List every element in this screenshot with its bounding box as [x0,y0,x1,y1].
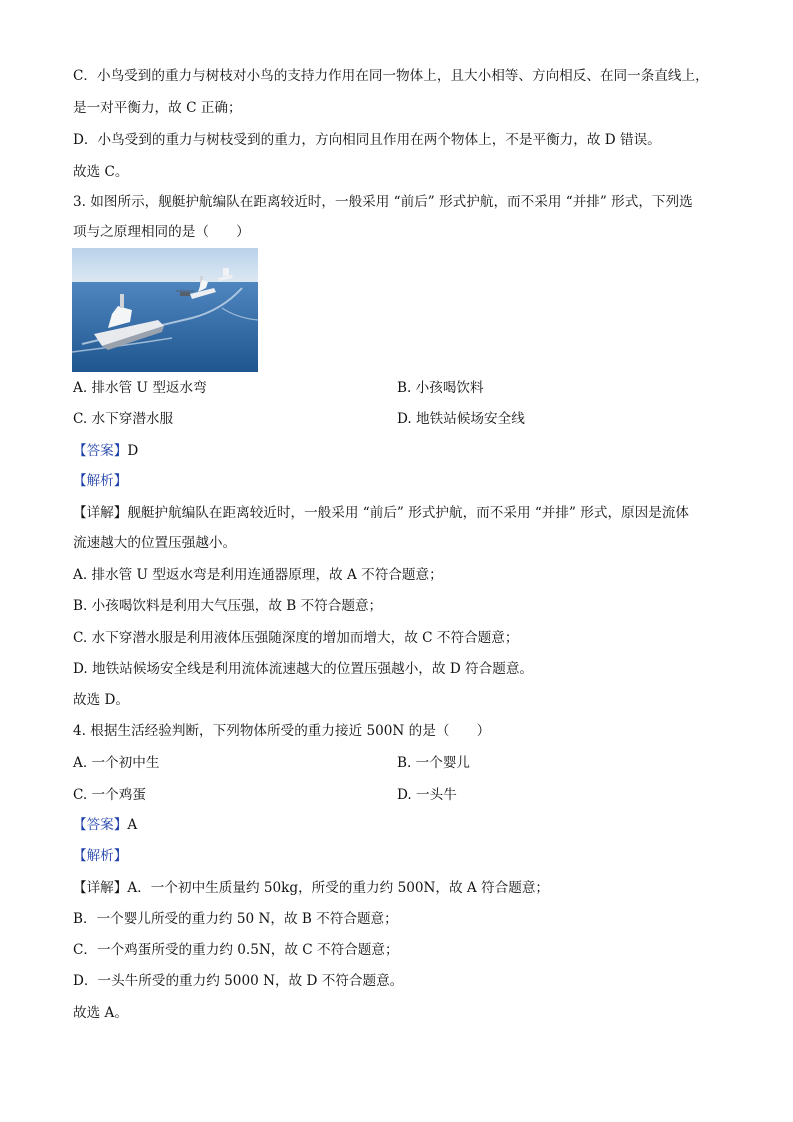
q4-option-c: C. 一个鸡蛋 [73,787,146,803]
q4-option-a: A. 一个初中生 [73,755,160,771]
warship-formation-photo [72,248,258,372]
q3-option-a: A. 排水管 U 型返水弯 [73,380,207,396]
q3-explain-c: C. 水下穿潜水服是利用液体压强随深度的增加而增大，故 C 不符合题意； [73,630,519,646]
q3-option-b: B. 小孩喝饮料 [397,380,484,396]
q4-explain-a-line [73,878,549,898]
q2-option-c-line1: C．小鸟受到的重力与树枝对小鸟的支持力作用在同一物体上，且大小相等、方向相反、在同一条直线上， [73,68,709,84]
q3-option-c: C. 水下穿潜水服 [73,411,174,427]
q2-option-c-line2: 是一对平衡力，故 C 正确； [73,100,242,116]
q4-option-b: B. 一个婴儿 [397,755,471,771]
q2-choose: 故选 C。 [73,164,129,180]
q3-stem-line2: 项与之原理相同的是（ ） [73,224,250,240]
q3-explain-d: D. 地铁站候场安全线是利用流体流速越大的位置压强越小，故 D 符合题意。 [73,661,534,677]
q3-detail-line1 [73,503,689,523]
q4-answer-line [73,815,137,835]
analysis-tag: 【解析】 [73,848,128,864]
q3-choose: 故选 D。 [73,692,130,708]
q4-analysis-line [73,846,127,866]
q3-answer-line [73,441,138,461]
q3-explain-a: A. 排水管 U 型返水弯是利用连通器原理，故 A 不符合题意； [73,567,443,583]
answer-tag: 【答案】 [73,443,128,459]
q4-option-d: D. 一头牛 [397,787,457,803]
q4-answer: A [127,817,138,833]
q4-explain-d: D．一头牛所受的重力约 5000 N，故 D 不符合题意。 [73,973,404,989]
detail-tag: 【详解】 [73,880,128,896]
q4-explain-c: C．一个鸡蛋所受的重力约 0.5N，故 C 不符合题意； [73,942,399,958]
q2-option-d-line: D．小鸟受到的重力与树枝受到的重力，方向相同且作用在两个物体上，不是平衡力，故 D 错误。 [73,132,661,148]
q3-analysis-line [73,471,127,491]
q4-choose: 故选 A。 [73,1005,128,1021]
q3-option-d: D. 地铁站候场安全线 [397,411,525,427]
q4-explain-b: B．一个婴儿所受的重力约 50 N，故 B 不符合题意； [73,911,398,927]
detail-tag: 【详解】 [73,505,128,521]
q3-detail-text1: 舰艇护航编队在距离较近时，一般采用 “前后” 形式护航，而不采用 “并排” 形式，原因是流体 [127,505,690,521]
q4-explain-a: A．一个初中生质量约 50kg，所受的重力约 500N，故 A 符合题意； [127,880,550,896]
q3-detail-line2: 流速越大的位置压强越小。 [73,535,237,551]
answer-tag: 【答案】 [73,817,128,833]
q3-explain-b: B. 小孩喝饮料是利用大气压强，故 B 不符合题意； [73,598,383,614]
q4-stem: 4. 根据生活经验判断，下列物体所受的重力接近 500N 的是（ ） [73,723,491,739]
analysis-tag: 【解析】 [73,473,128,489]
q3-answer: D [127,443,139,459]
q3-stem-line1: 3. 如图所示，舰艇护航编队在距离较近时，一般采用 “前后” 形式护航，而不采用 “并排” 形式，下列选 [73,194,693,210]
